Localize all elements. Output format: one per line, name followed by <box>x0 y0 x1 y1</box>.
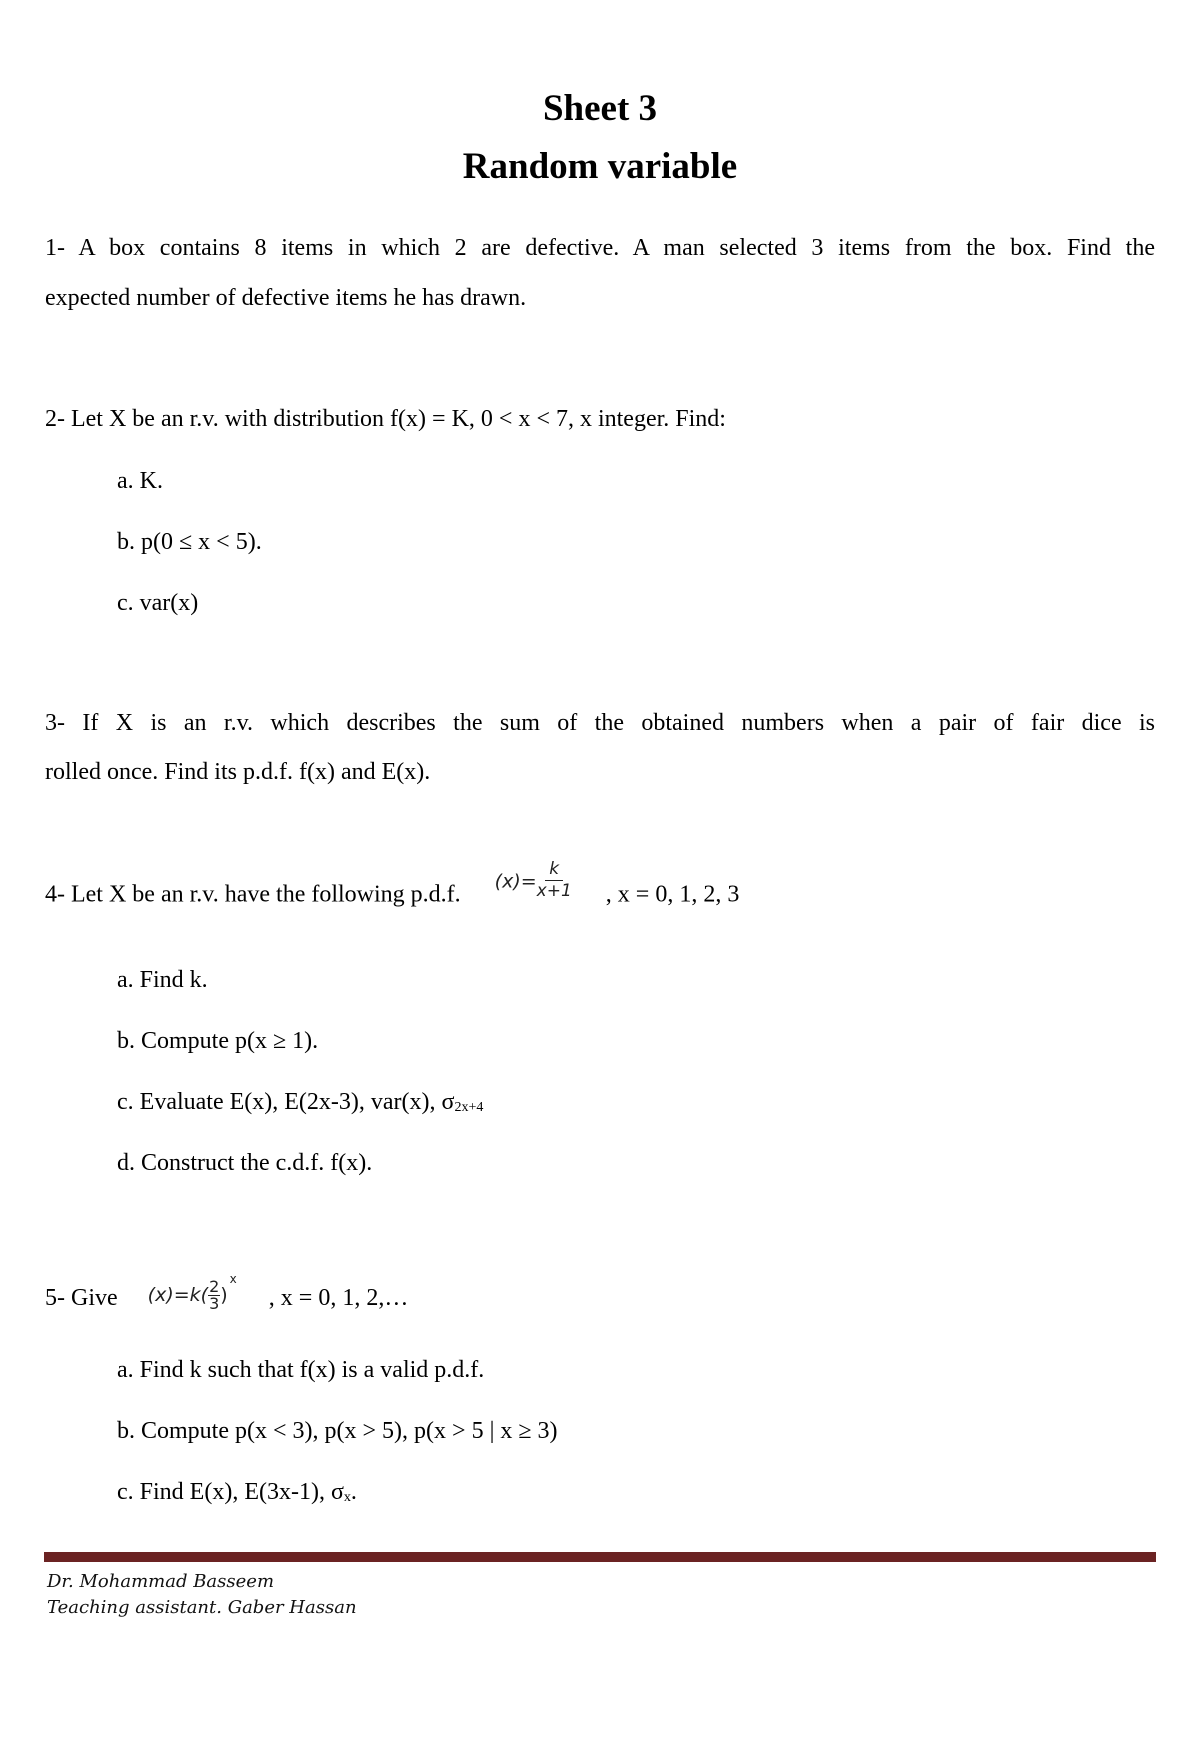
q4-part-c <box>117 1090 483 1114</box>
q4-formula-lhs: (x)= <box>494 870 537 893</box>
q1-line1: 1- A box contains 8 items in which 2 are defective. A man selected 3 items from the box. Find the <box>45 235 1155 261</box>
q4-fraction <box>537 860 572 900</box>
q4-text: 4- Let X be an r.v. have the following p.d.f. <box>45 881 461 908</box>
q4-domain: , x = 0, 1, 2, 3 <box>605 881 740 908</box>
q4-part-a: a. Find k. <box>117 967 208 993</box>
q4-part-c-sub: 2x+4 <box>454 1100 484 1115</box>
q4-line <box>45 859 1155 936</box>
q4-part-d: d. Construct the c.d.f. f(x). <box>117 1150 373 1176</box>
q5-fraction <box>208 1279 220 1312</box>
q4-part-c-main: c. Evaluate E(x), E(2x-3), var(x), σ <box>117 1089 455 1115</box>
footer-instructor: Dr. Mohammad Basseem <box>47 1571 275 1592</box>
footer-teaching-assistant: Teaching assistant. Gaber Hassan <box>47 1597 357 1618</box>
q1-line2: expected number of defective items he has drawn. <box>45 285 527 311</box>
q5-part-c: c. Find E(x), E(3x-1), σₓ. <box>117 1479 357 1505</box>
footer-divider <box>44 1552 1156 1562</box>
q2-part-c: c. var(x) <box>117 590 199 616</box>
q5-part-b: b. Compute p(x < 3), p(x > 5), p(x > 5 | x ≥ 3) <box>117 1418 558 1444</box>
q5-formula-lhs: (x)=k( <box>147 1284 209 1306</box>
q4-formula-num: k <box>545 860 563 881</box>
q2-text: 2- Let X be an r.v. with distribution f(x) = K, 0 < x < 7, x integer. Find: <box>45 406 726 432</box>
q5-part-a: a. Find k such that f(x) is a valid p.d.f. <box>117 1357 485 1383</box>
q5-formula-exp: x <box>229 1272 237 1286</box>
q5-line <box>45 1272 1155 1333</box>
q5-formula-rhs: ) <box>220 1284 228 1306</box>
q5-formula <box>147 1272 237 1313</box>
q4-formula <box>494 859 572 902</box>
q5-formula-den: 3 <box>209 1294 220 1313</box>
q2-part-a: a. K. <box>117 468 163 494</box>
q5-domain: , x = 0, 1, 2,… <box>268 1285 409 1312</box>
q3-line1: 3- If X is an r.v. which describes the sum of the obtained numbers when a pair of fair dice is <box>45 710 1155 736</box>
q4-part-b: b. Compute p(x ≥ 1). <box>117 1028 319 1054</box>
q5-formula-num: 2 <box>209 1277 220 1296</box>
q4-formula-den: x+1 <box>536 880 572 901</box>
q3-line2: rolled once. Find its p.d.f. f(x) and E(x). <box>45 759 431 785</box>
sheet-subtitle: Random variable <box>462 146 738 187</box>
sheet-title: Sheet 3 <box>542 88 658 129</box>
q2-part-b: b. p(0 ≤ x < 5). <box>117 529 262 555</box>
q5-text: 5- Give <box>45 1285 118 1312</box>
